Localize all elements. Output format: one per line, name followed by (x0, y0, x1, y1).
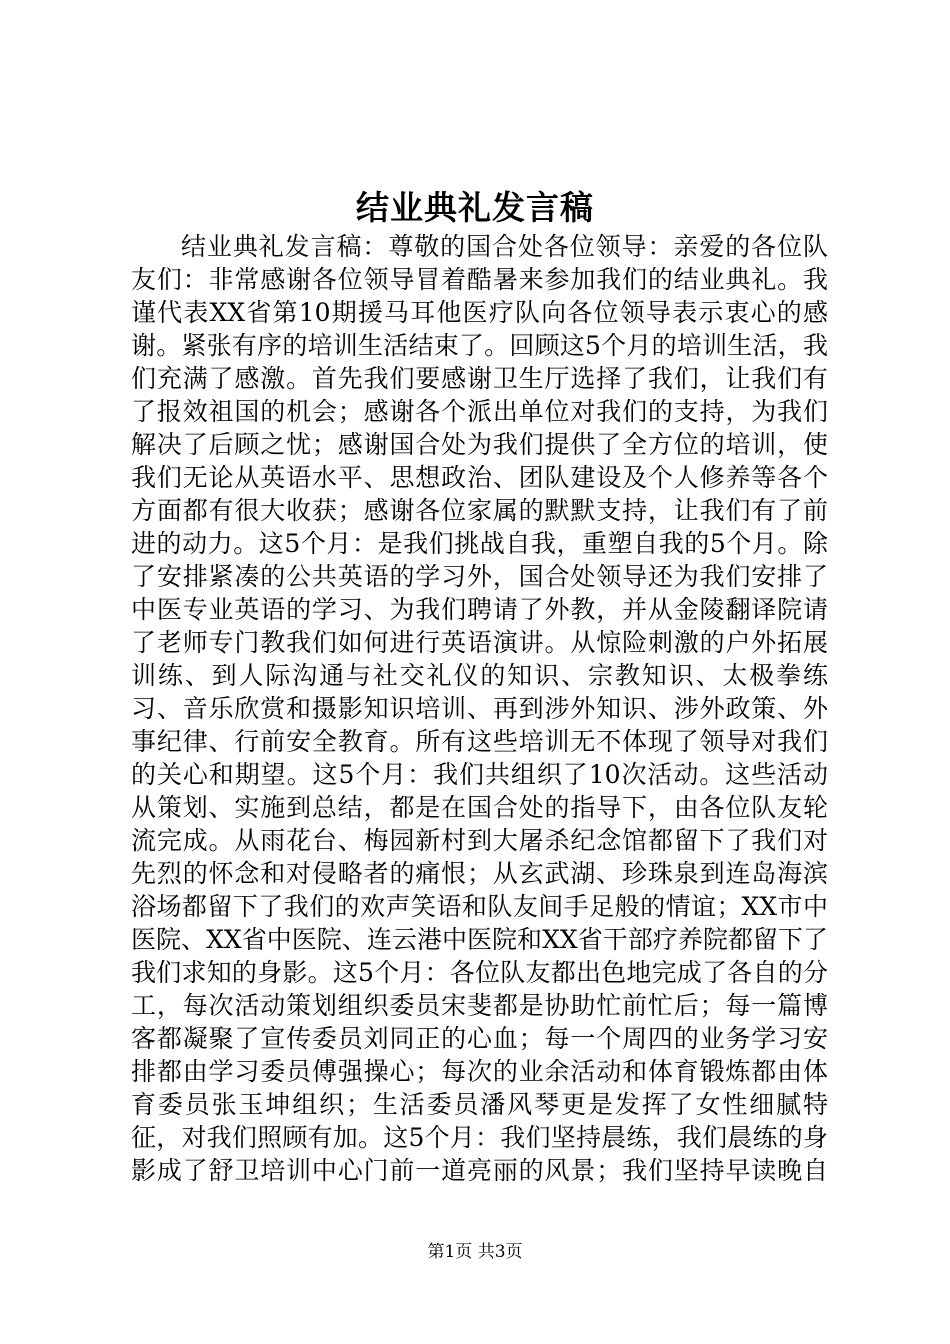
document-body: 结业典礼发言稿：尊敬的国合处各位领导：亲爱的各位队友们：非常感谢各位领导冒着酷暑来参加我们的结业典礼。我谨代表XX省第10期援马耳他医疗队向各位领导表示衷心的感谢。紧张有序的培训生活结束了。回顾这5个月的培训生活，我们充满了感激。首先我们要感谢卫生厅选择了我们，让我们有了报效祖国的机会；感谢各个派出单位对我们的支持，为我们解决了后顾之忧；感谢国合处为我们提供了全方位的培训，使我们无论从英语水平、思想政治、团队建设及个人修养等各个方面都有很大收获；感谢各位家属的默默支持，让我们有了前进的动力。这5个月：是我们挑战自我，重塑自我的5个月。除了安排紧凑的公共英语的学习外，国合处领导还为我们安排了中医专业英语的学习、为我们聘请了外教，并从金陵翻译院请了老师专门教我们如何进行英语演讲。从惊险刺激的户外拓展训练、到人际沟通与社交礼仪的知识、宗教知识、太极拳练习、音乐欣赏和摄影知识培训、再到涉外知识、涉外政策、外事纪律、行前安全教育。所有这些培训无不体现了领导对我们的关心和期望。这5个月：我们共组织了10次活动。这些活动从策划、实施到总结，都是在国合处的指导下，由各位队友轮流完成。从雨花台、梅园新村到大屠杀纪念馆都留下了我们对先烈的怀念和对侵略者的痛恨；从玄武湖、珍珠泉到连岛海滨浴场都留下了我们的欢声笑语和队友间手足般的情谊；XX市中医院、XX省中医院、连云港中医院和XX省干部疗养院都留下了我们求知的身影。这5个月：各位队友都出色地完成了各自的分工，每次活动策划组织委员宋斐都是协助忙前忙后；每一篇博客都凝聚了宣传委员刘同正的心血；每一个周四的业务学习安排都由学习委员傅强操心；每次的业余活动和体育锻炼都由体育委员张玉坤组织；生活委员潘风琴更是发挥了女性细腻特征，对我们照顾有加。这5个月：我们坚持晨练，我们晨练的身影成了舒卫培训中心门前一道亮丽的风景；我们坚持早读晚自 (131, 232, 828, 1185)
document-title: 结业典礼发言稿 (356, 188, 594, 227)
page-footer: 第1页 共3页 (427, 1242, 523, 1262)
